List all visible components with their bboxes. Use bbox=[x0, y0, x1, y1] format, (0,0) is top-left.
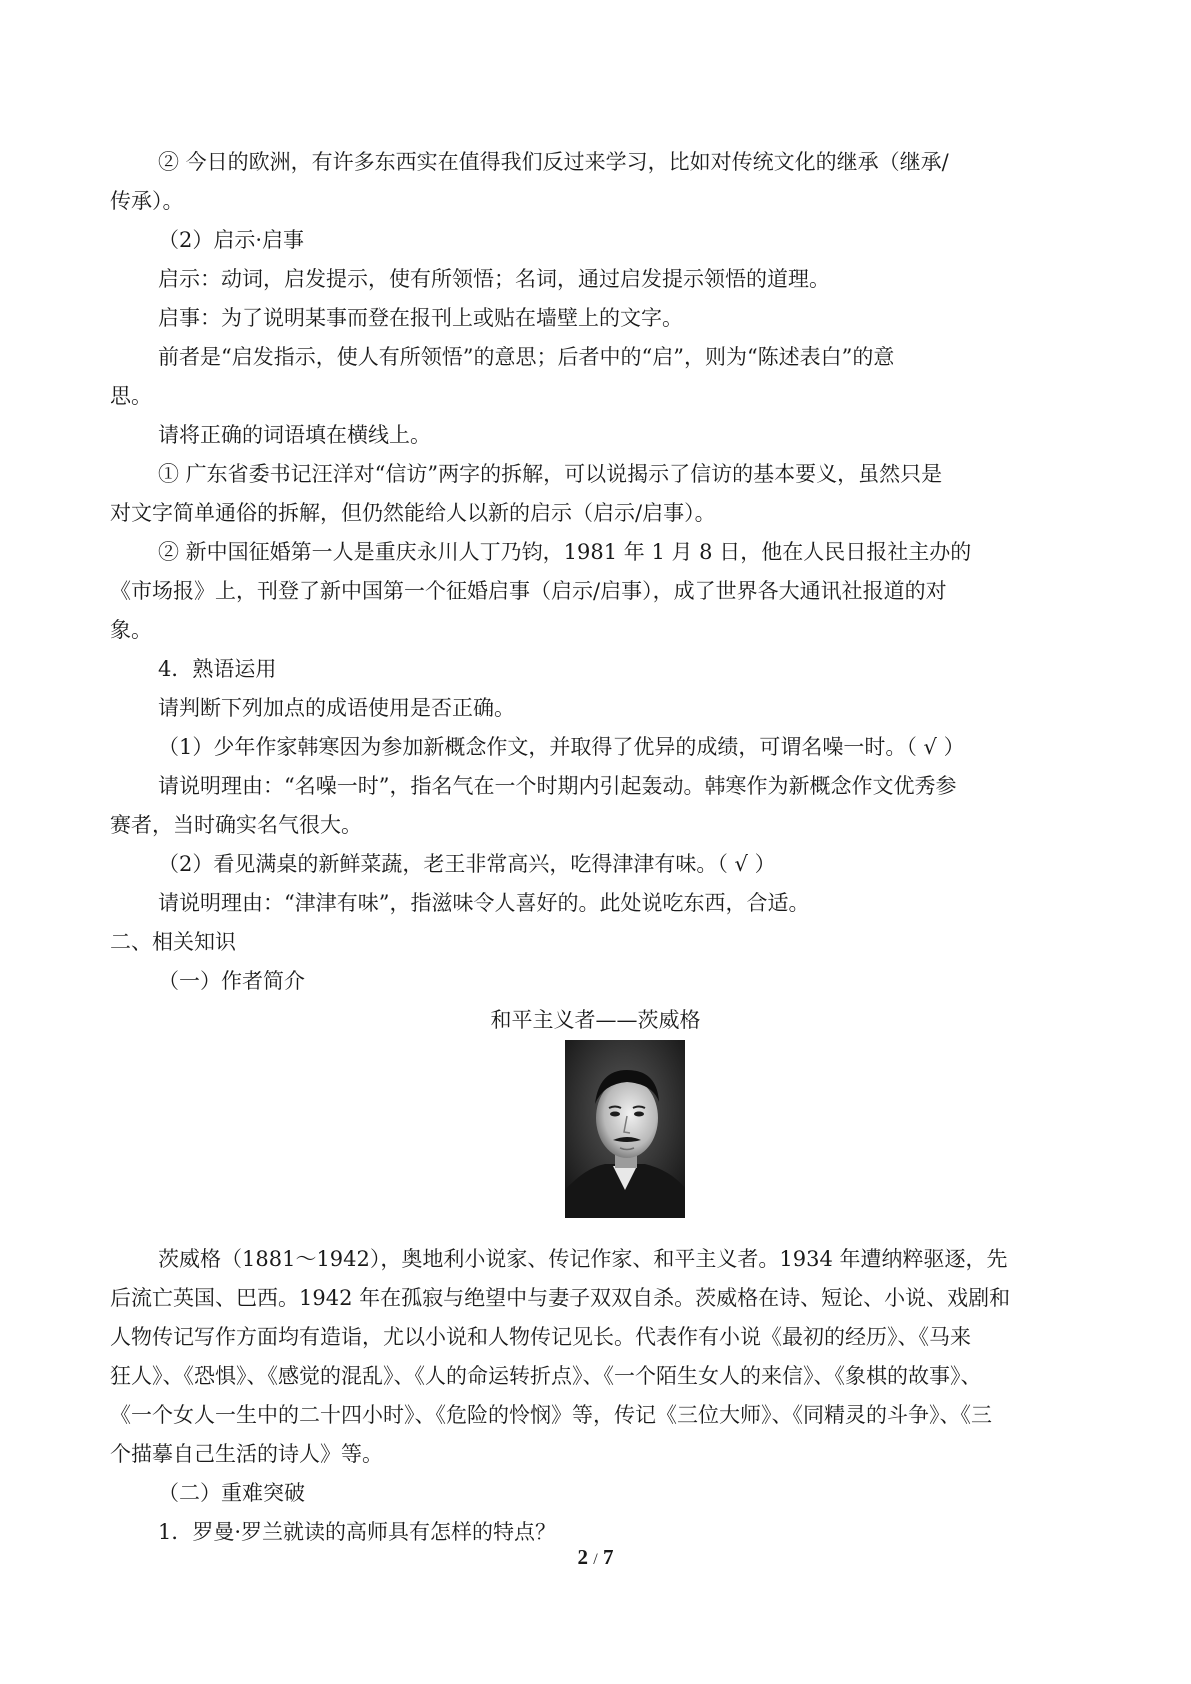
text-line: （2）看见满桌的新鲜菜蔬，老王非常高兴，吃得津津有味。（ √ ） bbox=[158, 852, 776, 876]
text-line: 请说明理由：“名噪一时”，指名气在一个时期内引起轰动。韩寒作为新概念作文优秀参 bbox=[158, 774, 957, 798]
text-line: （2）启示·启事 bbox=[158, 228, 305, 252]
text-line: 思。 bbox=[110, 384, 152, 408]
text-line: 赛者，当时确实名气很大。 bbox=[110, 813, 362, 837]
text-line: 狂人》、《恐惧》、《感觉的混乱》、《人的命运转折点》、《一个陌生女人的来信》、《象棋的故事》、 bbox=[110, 1364, 982, 1388]
text-line: 《市场报》上，刊登了新中国第一个征婚启事（启示/启事），成了世界各大通讯社报道的对 bbox=[110, 579, 947, 603]
text-line: 象。 bbox=[110, 618, 152, 642]
text-line: 《一个女人一生中的二十四小时》、《危险的怜悯》等，传记《三位大师》、《同精灵的斗争》、《三 bbox=[110, 1403, 992, 1427]
text-line: 1．罗曼·罗兰就读的高师具有怎样的特点？ bbox=[158, 1520, 557, 1544]
text-line: 后流亡英国、巴西。1942 年在孤寂与绝望中与妻子双双自杀。茨威格在诗、短论、小说、戏剧和 bbox=[110, 1286, 1011, 1310]
page-number bbox=[0, 1545, 1191, 1570]
page-separator: / bbox=[593, 1551, 598, 1568]
text-line: ① 广东省委书记汪洋对“信访”两字的拆解，可以说揭示了信访的基本要义，虽然只是 bbox=[158, 462, 943, 486]
subsection-heading: （一）作者简介 bbox=[158, 969, 305, 993]
text-line: 4．熟语运用 bbox=[158, 657, 277, 681]
text-line: 对文字简单通俗的拆解，但仍然能给人以新的启示（启示/启事）。 bbox=[110, 501, 716, 525]
text-line: 启事：为了说明某事而登在报刊上或贴在墙壁上的文字。 bbox=[158, 306, 683, 330]
text-line: 传承）。 bbox=[110, 189, 184, 213]
total-pages: 7 bbox=[602, 1545, 614, 1569]
current-page: 2 bbox=[577, 1545, 589, 1569]
author-portrait bbox=[565, 1040, 685, 1218]
text-line: ② 新中国征婚第一人是重庆永川人丁乃钧，1981 年 1 月 8 日，他在人民日报社主办的 bbox=[158, 540, 972, 564]
subsection-heading: （二）重难突破 bbox=[158, 1481, 305, 1505]
section-heading: 二、相关知识 bbox=[110, 930, 236, 954]
text-line: （1）少年作家韩寒因为参加新概念作文，并取得了优异的成绩，可谓名噪一时。（ √ ） bbox=[158, 735, 965, 759]
text-line: 请判断下列加点的成语使用是否正确。 bbox=[158, 696, 515, 720]
text-line: 人物传记写作方面均有造诣，尤以小说和人物传记见长。代表作有小说《最初的经历》、《马来 bbox=[110, 1325, 971, 1349]
text-line: 前者是“启发指示，使人有所领悟”的意思；后者中的“启”，则为“陈述表白”的意 bbox=[158, 345, 895, 369]
text-line: 启示：动词，启发提示，使有所领悟；名词，通过启发提示领悟的道理。 bbox=[158, 267, 830, 291]
text-line: 个描摹自己生活的诗人》等。 bbox=[110, 1442, 383, 1466]
text-line: ② 今日的欧洲，有许多东西实在值得我们反过来学习，比如对传统文化的继承（继承/ bbox=[158, 150, 949, 174]
text-line: 茨威格（1881～1942），奥地利小说家、传记作家、和平主义者。1934 年遭纳粹驱逐，先 bbox=[158, 1247, 1008, 1271]
text-line: 请将正确的词语填在横线上。 bbox=[158, 423, 431, 447]
text-line: 请说明理由：“津津有味”，指滋味令人喜好的。此处说吃东西，合适。 bbox=[158, 891, 810, 915]
article-title: 和平主义者——茨威格 bbox=[490, 1008, 701, 1032]
